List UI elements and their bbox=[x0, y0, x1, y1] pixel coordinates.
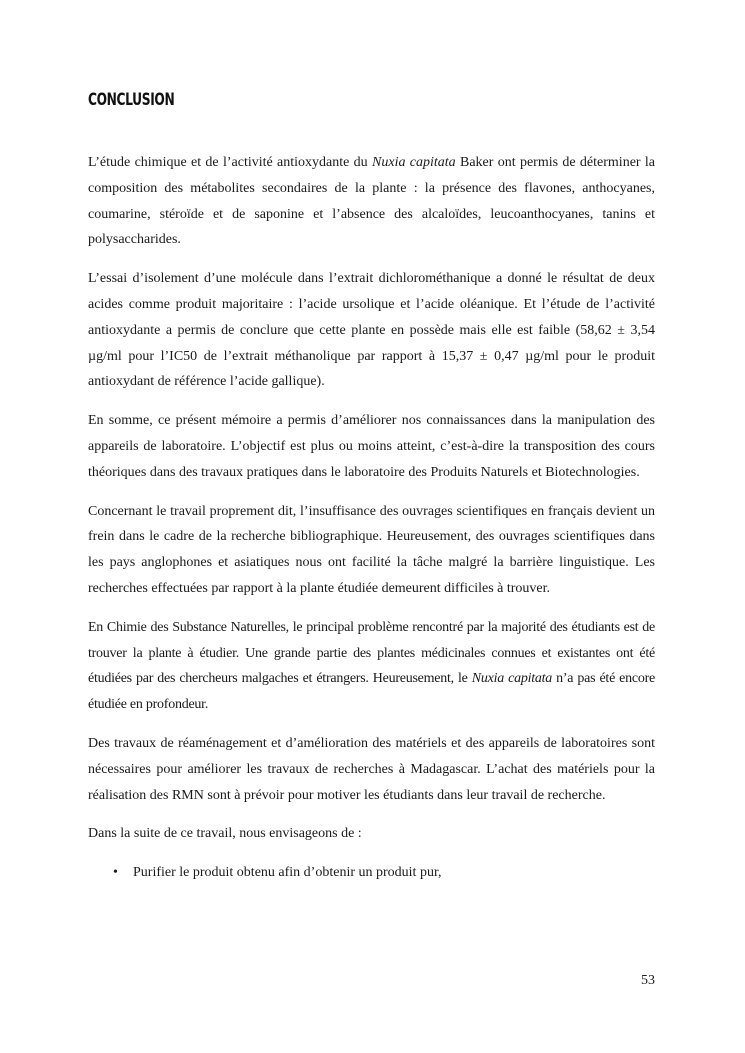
list-item bbox=[88, 860, 655, 886]
species-name: Nuxia capitata bbox=[471, 671, 552, 687]
paragraph-5-text-b: n’a pas été encore étudiée en profondeur. bbox=[88, 671, 655, 713]
paragraph-5 bbox=[88, 615, 655, 718]
paragraph-1-text-b: Baker ont permis de déterminer la composition des métabolites secondaires de la plante : la présence des flavones, anthocyanes, coumarine, stéroïde et de saponine et l’absence des alcaloïdes, leucoanthocyanes, tanins et polysaccharides. bbox=[88, 155, 656, 248]
bullet-icon: • bbox=[113, 865, 118, 881]
paragraph-4: Concernant le travail proprement dit, l’insuffisance des ouvrages scientifiques en français devient un frein dans le cadre de la recherche bibliographique. Heureusement, des ouvrages scientifiques dans les pays anglophones et asiatiques nous ont facilité la tâche malgré la barrière linguistique. Les recherches effectuées par rapport à la plante étudiée demeurent difficiles à trouver. bbox=[88, 503, 655, 596]
paragraph-3: En somme, ce présent mémoire a permis d’améliorer nos connaissances dans la manipulation des appareils de laboratoire. L’objectif est plus ou moins atteint, c’est-à-dire la transposition des cours théoriques dans des travaux pratiques dans le laboratoire des Produits Naturels et Biotechnologies. bbox=[88, 413, 655, 480]
paragraph-7: Dans la suite de ce travail, nous envisageons de : bbox=[88, 826, 362, 842]
page-title: CONCLUSION bbox=[88, 90, 175, 110]
paragraph-5-text-a: En Chimie des Substance Naturelles, le principal problème rencontré par la majorité des étudiants est de trouver la plante à étudier. Une grande partie des plantes médicinales connues et existantes ont été étudiées par des chercheurs malgaches et étrangers. Heureusement, le bbox=[88, 619, 655, 687]
paragraph-1-text-a: L’étude chimique et de l’activité antioxydante du bbox=[88, 155, 373, 170]
bullet-list bbox=[88, 860, 655, 886]
paragraph-6: Des travaux de réaménagement et d’amélioration des matériels et des appareils de laboratoires sont nécessaires pour améliorer les travaux de recherches à Madagascar. L’achat des matériels pour la réalisation des RMN sont à prévoir pour motiver les étudiants dans leur travail de recherche. bbox=[88, 735, 655, 803]
conclusion-body bbox=[88, 150, 655, 886]
list-item-text: Purifier le produit obtenu afin d’obtenir un produit pur, bbox=[133, 865, 442, 881]
paragraph-2: L’essai d’isolement d’une molécule dans l’extrait dichlorométhanique a donné le résultat de deux acides comme produit majoritaire : l’acide ursolique et l’acide oléanique. Et l’étude de l’activité antioxydante a permis de conclure que cette plante en possède mais elle est faible (58,62 ± 3,54 µg/ml pour l’IC50 de l’extrait méthanolique par rapport à 15,37 ± 0,47 µg/ml pour le produit antioxydant de référence l’acide gallique). bbox=[88, 271, 655, 390]
page-number: 53 bbox=[641, 973, 655, 988]
species-name: Nuxia capitata bbox=[372, 155, 456, 170]
paragraph-1 bbox=[88, 150, 655, 253]
